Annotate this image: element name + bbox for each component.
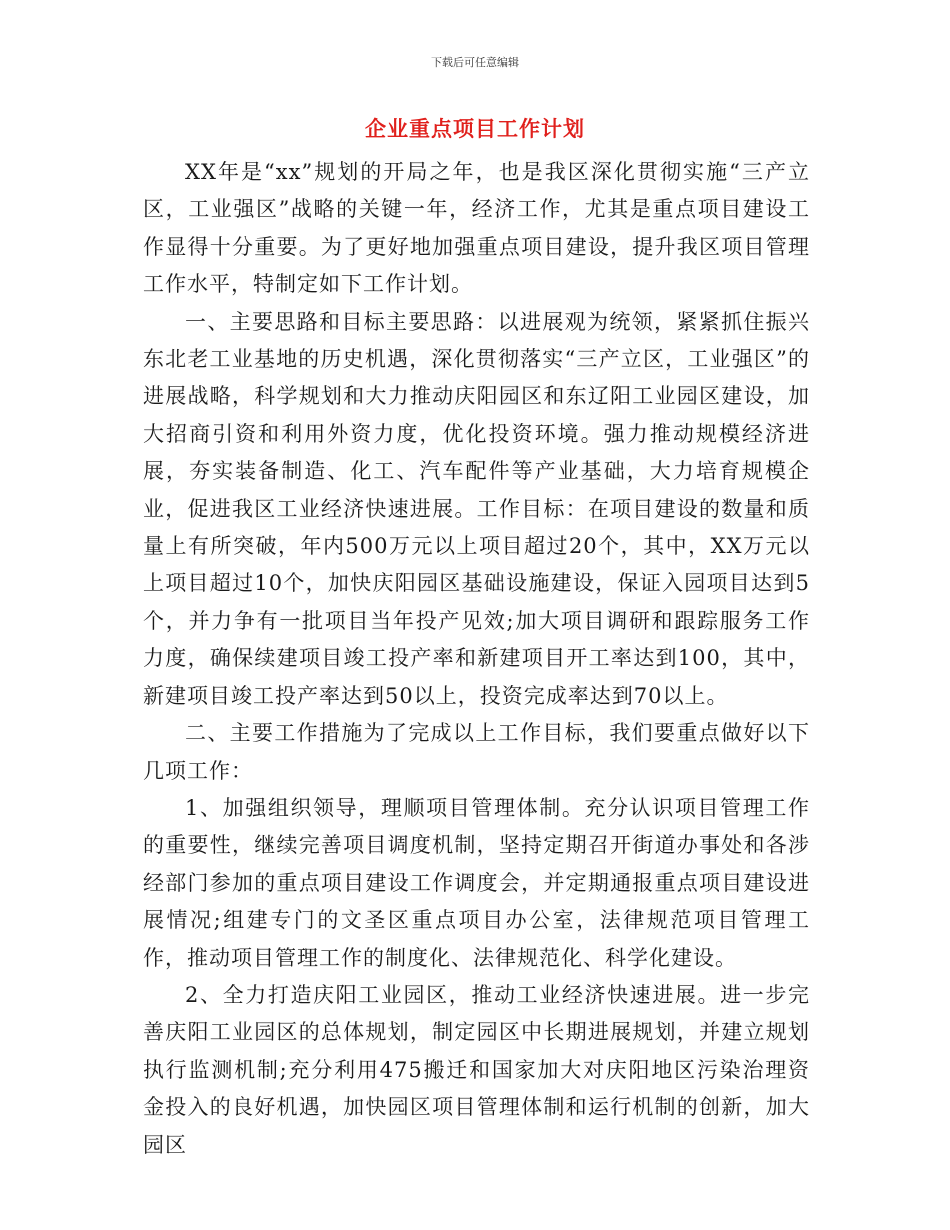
paragraph-section-1: 一、主要思路和目标主要思路：以进展观为统领，紧紧抓住振兴东北老工业基地的历史机遇，深化贯彻落实“三产立区，工业强区”的进展战略，科学规划和大力推动庆阳园区和东辽阳工业园区建设，加大招商引资和利用外资力度，优化投资环境。强力推动规模经济进展，夯实装备制造、化工、汽车配件等产业基础，大力培育规模企业，促进我区工业经济快速进展。工作目标：在项目建设的数量和质量上有所突破，年内500万元以上项目超过20个，其中，XX万元以上项目超过10个，加快庆阳园区基础设施建设，保证入园项目达到5个，并力争有一批项目当年投产见效;加大项目调研和跟踪服务工作力度，确保续建项目竣工投产率和新建项目开工率达到100，其中，新建项目竣工投产率达到50以上，投资完成率达到70以上。 <box>143 309 810 708</box>
document-body <box>143 154 810 1164</box>
paragraph-section-2: 二、主要工作措施为了完成以上工作目标，我们要重点做好以下几项工作： <box>143 721 810 783</box>
document-title: 企业重点项目工作计划 <box>365 117 585 141</box>
paragraph-intro: XX年是“xx”规划的开局之年，也是我区深化贯彻实施“三产立区，工业强区”战略的关键一年，经济工作，尤其是重点项目建设工作显得十分重要。为了更好地加强重点项目建设，提升我区项目管理工作水平，特制定如下工作计划。 <box>143 160 810 297</box>
header-note: 下载后可任意编辑 <box>431 56 519 69</box>
paragraph-measure-1: 1、加强组织领导，理顺项目管理体制。充分认识项目管理工作的重要性，继续完善项目调度机制，坚持定期召开街道办事处和各涉经部门参加的重点项目建设工作调度会，并定期通报重点项目建设进展情况;组建专门的文圣区重点项目办公室，法律规范项目管理工作，推动项目管理工作的制度化、法律规范化、科学化建设。 <box>143 795 810 970</box>
paragraph-measure-2: 2、全力打造庆阳工业园区，推动工业经济快速进展。进一步完善庆阳工业园区的总体规划，制定园区中长期进展规划，并建立规划执行监测机制;充分利用475搬迁和国家加大对庆阳地区污染治理资金投入的良好机遇，加快园区项目管理体制和运行机制的创新，加大园区 <box>143 982 810 1157</box>
